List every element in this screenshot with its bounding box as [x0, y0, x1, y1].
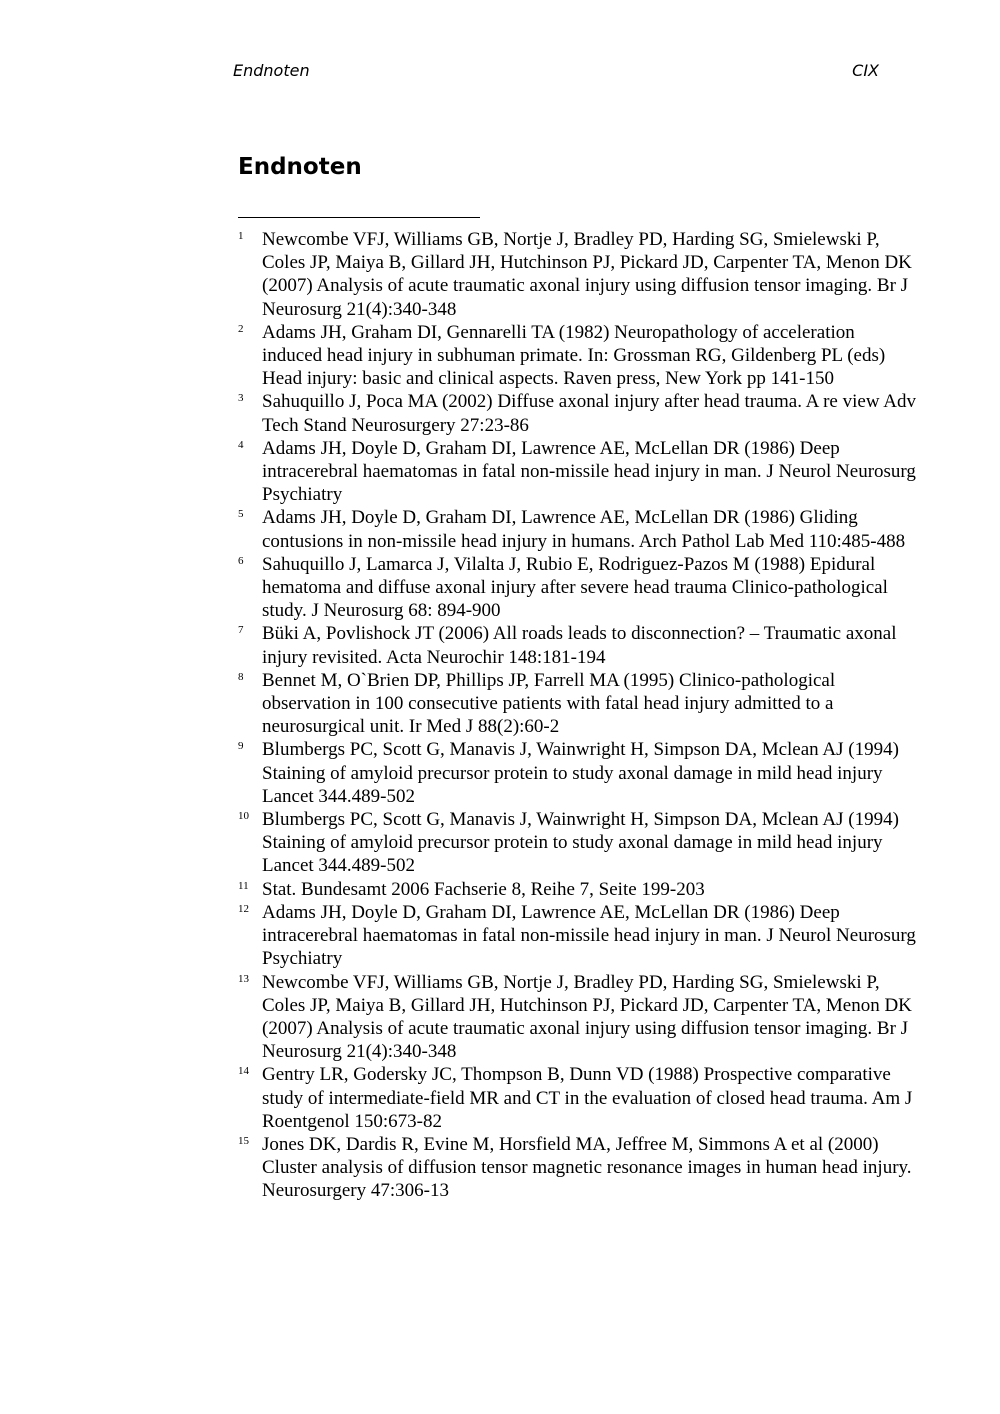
- endnote-text: Sahuquillo J, Lamarca J, Vilalta J, Rubio E, Rodriguez-Pazos M (1988) Epidural hematoma and diffuse axonal injury after severe head trauma Clinico-pathological study. J Neurosurg 68: 894-900: [262, 553, 888, 622]
- endnote-number: 6: [238, 554, 244, 567]
- header-section-title: Endnoten: [233, 61, 310, 80]
- endnote-item: [238, 808, 918, 878]
- endnote-text: Newcombe VFJ, Williams GB, Nortje J, Bradley PD, Harding SG, Smielewski P, Coles JP, Maiya B, Gillard JH, Hutchinson PJ, Pickard JD, Carpenter TA, Menon DK (2007) Analysis of acute traumatic axonal injury using diffusion tensor imaging. Br J Neurosurg 21(4):340-348: [262, 971, 912, 1063]
- endnote-text: Jones DK, Dardis R, Evine M, Horsfield MA, Jeffree M, Simmons A et al (2000) Cluster analysis of diffusion tensor magnetic resonance images in human head injury. Neurosurgery 47:306-13: [262, 1133, 912, 1202]
- endnote-text: Büki A, Povlishock JT (2006) All roads leads to disconnection? – Traumatic axonal injury revisited. Acta Neurochir 148:181-194: [262, 623, 897, 668]
- page-number: CIX: [852, 61, 879, 80]
- endnote-number: 5: [238, 508, 244, 521]
- endnote-item: [238, 390, 918, 436]
- endnote-text: Adams JH, Doyle D, Graham DI, Lawrence AE, McLellan DR (1986) Deep intracerebral haematomas in fatal non-missile head injury in man. J Neurol Neurosurg Psychiatry: [262, 901, 916, 970]
- endnote-item: [238, 228, 918, 321]
- footnote-separator: [238, 217, 480, 218]
- endnote-item: [238, 901, 918, 971]
- endnote-number: 13: [238, 972, 249, 985]
- endnote-number: 11: [238, 879, 249, 892]
- endnote-text: Stat. Bundesamt 2006 Fachserie 8, Reihe 7, Seite 199-203: [262, 878, 705, 900]
- endnote-item: [238, 321, 918, 391]
- endnote-number: 10: [238, 810, 249, 823]
- endnote-number: 15: [238, 1134, 249, 1147]
- chapter-title: Endnoten: [238, 154, 362, 180]
- endnote-item: [238, 506, 918, 552]
- endnote-item: [238, 437, 918, 507]
- endnote-number: 14: [238, 1065, 249, 1078]
- endnote-item: [238, 669, 918, 739]
- endnote-list: [238, 228, 918, 1203]
- endnote-number: 1: [238, 230, 244, 242]
- endnote-item: [238, 622, 918, 668]
- endnote-number: 9: [238, 740, 244, 753]
- endnote-number: 4: [238, 438, 244, 451]
- endnote-item: [238, 1063, 918, 1133]
- endnote-text: Adams JH, Graham DI, Gennarelli TA (1982) Neuropathology of acceleration induced head injury in subhuman primate. In: Grossman RG, Gildenberg PL (eds) Head injury: basic and clinical aspects. Raven press, New York pp 141-150: [262, 321, 886, 390]
- endnote-item: [238, 738, 918, 808]
- endnote-number: 12: [238, 902, 249, 915]
- endnote-text: Blumbergs PC, Scott G, Manavis J, Wainwright H, Simpson DA, Mclean AJ (1994) Staining of amyloid precursor protein to study axonal damage in mild head injury Lancet 344.489-502: [262, 809, 899, 877]
- endnote-text: Adams JH, Doyle D, Graham DI, Lawrence AE, McLellan DR (1986) Deep intracerebral haematomas in fatal non-missile head injury in man. J Neurol Neurosurg Psychiatry: [262, 437, 916, 506]
- endnote-text: Sahuquillo J, Poca MA (2002) Diffuse axonal injury after head trauma. A re view Adv Tech Stand Neurosurgery 27:23-86: [262, 391, 916, 436]
- endnote-item: [238, 971, 918, 1064]
- endnote-text: Gentry LR, Godersky JC, Thompson B, Dunn VD (1988) Prospective comparative study of intermediate-field MR and CT in the evaluation of closed head trauma. Am J Roentgenol 150:673-82: [262, 1064, 913, 1132]
- endnote-text: Bennet M, O`Brien DP, Phillips JP, Farrell MA (1995) Clinico-pathological observation in 100 consecutive patients with fatal head injury admitted to a neurosurgical unit. Ir Med J 88(2):60-2: [262, 669, 836, 738]
- endnote-number: 2: [238, 322, 244, 335]
- endnote-text: Newcombe VFJ, Williams GB, Nortje J, Bradley PD, Harding SG, Smielewski P, Coles JP, Maiya B, Gillard JH, Hutchinson PJ, Pickard JD, Carpenter TA, Menon DK (2007) Analysis of acute traumatic axonal injury using diffusion tensor imaging. Br J Neurosurg 21(4):340-348: [262, 229, 912, 320]
- endnote-number: 3: [238, 392, 244, 405]
- endnote-item: [238, 1133, 918, 1203]
- endnote-text: Blumbergs PC, Scott G, Manavis J, Wainwright H, Simpson DA, Mclean AJ (1994) Staining of amyloid precursor protein to study axonal damage in mild head injury Lancet 344.489-502: [262, 739, 899, 807]
- endnote-number: 7: [238, 624, 244, 637]
- endnote-number: 8: [238, 670, 244, 683]
- endnote-item: [238, 878, 918, 901]
- endnote-item: [238, 553, 918, 623]
- endnote-text: Adams JH, Doyle D, Graham DI, Lawrence AE, McLellan DR (1986) Gliding contusions in non-missile head injury in humans. Arch Pathol Lab Med 110:485-488: [262, 507, 906, 552]
